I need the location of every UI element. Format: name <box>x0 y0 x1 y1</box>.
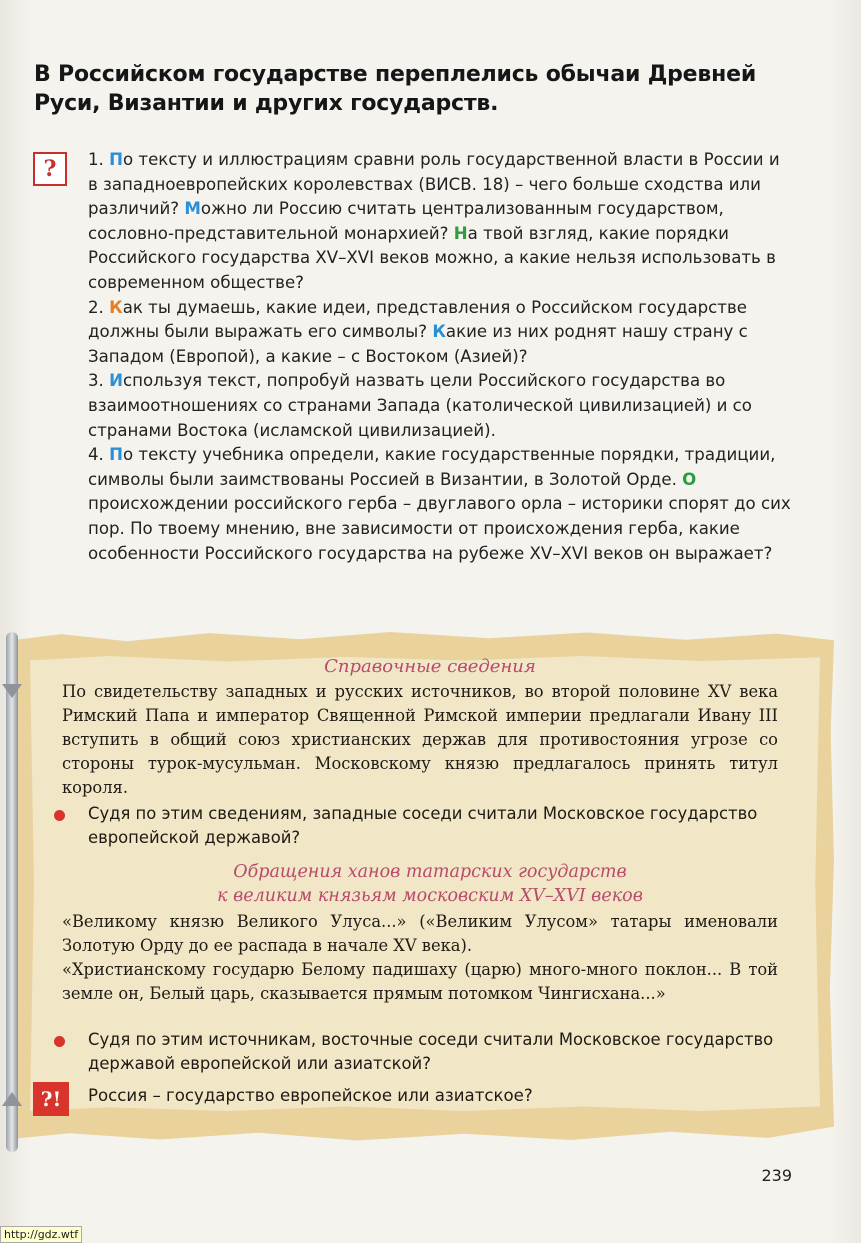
question-3: 3. Используя текст, попробуй назвать цели Российского государства во взаимоотношениях со странами Запада (католической цивилизацией) и со странами Востока (исламской цивилизацией). <box>88 371 752 440</box>
bullet-icon <box>54 810 65 821</box>
final-question: Россия – государство европейское или азиатское? <box>88 1086 533 1105</box>
arrow-down-icon <box>2 684 22 698</box>
khans-question: Судя по этим источникам, восточные соседи считали Московское государство державой европейской или азиатской? <box>88 1030 774 1073</box>
reference-title: Справочные сведения <box>324 656 536 677</box>
page-number: 239 <box>761 1166 792 1185</box>
bullet-icon <box>54 1036 65 1047</box>
question-2: 2. Как ты думаешь, какие идеи, представления о Российском государстве должны были выражать его символы? Какие из них роднят нашу страну с Западом (Европой), а какие – с Востоком (Азией)? <box>88 297 748 366</box>
arrow-up-icon <box>2 1092 22 1106</box>
khans-para-1: «Великому князю Великого Улуса...» («Великим Улусом» татары именовали Золотую Орду до ее распада в начале XV века). <box>62 912 778 955</box>
watermark-link[interactable]: http://gdz.wtf <box>0 1226 82 1243</box>
reference-text: По свидетельству западных и русских источников, во второй половине XV века Римский Папа и император Священной Римской империи предлагали Ивану III вступить в общий союз христианских держав для противостояния угрозе со стороны турок-мусульман. Московскому князю предлагалось принять титул короля. <box>62 682 778 797</box>
question-4: 4. По тексту учебника определи, какие государственные порядки, традиции, символы были заимствованы Россией в Византии, в Золотой Орде. О происхождении российского герба – двуглавого орла – историки спорят до сих пор. По твоему мнению, вне зависимости от происхождения герба, какие особенности Российского государства на рубеже XV–XVI веков он выражает? <box>88 445 791 563</box>
page-heading: В Российском государстве переплелись обычаи Древней Руси, Византии и других государств. <box>34 62 757 116</box>
khans-para-2: «Христианскому государю Белому падишаху (царю) много-много поклон... В той земле он, Белый царь, сказывается прямым потомком Чингисхана...» <box>62 960 778 1003</box>
questions-block <box>88 148 793 566</box>
exclamation-question-badge-icon: ?! <box>33 1082 69 1116</box>
scroll-rod-icon <box>6 632 18 1152</box>
khans-title: Обращения ханов татарских государств к великим князьям московским XV–XVI веков <box>217 862 643 906</box>
question-badge-icon: ? <box>33 152 67 186</box>
khans-text <box>62 910 778 1006</box>
reference-question: Судя по этим сведениям, западные соседи считали Московское государство европейской державой? <box>88 804 758 847</box>
question-1: 1. По тексту и иллюстрациям сравни роль государственной власти в России и в западноевропейских королевствах (ВИСВ. 18) – чего больше сходства или различий? Можно ли Россию считать централизованным государством, сословно-представительной монархией? На твой взгляд, какие порядки Российского государства XV–XVI веков можно, а какие нельзя использовать в современном обществе? <box>88 150 780 292</box>
